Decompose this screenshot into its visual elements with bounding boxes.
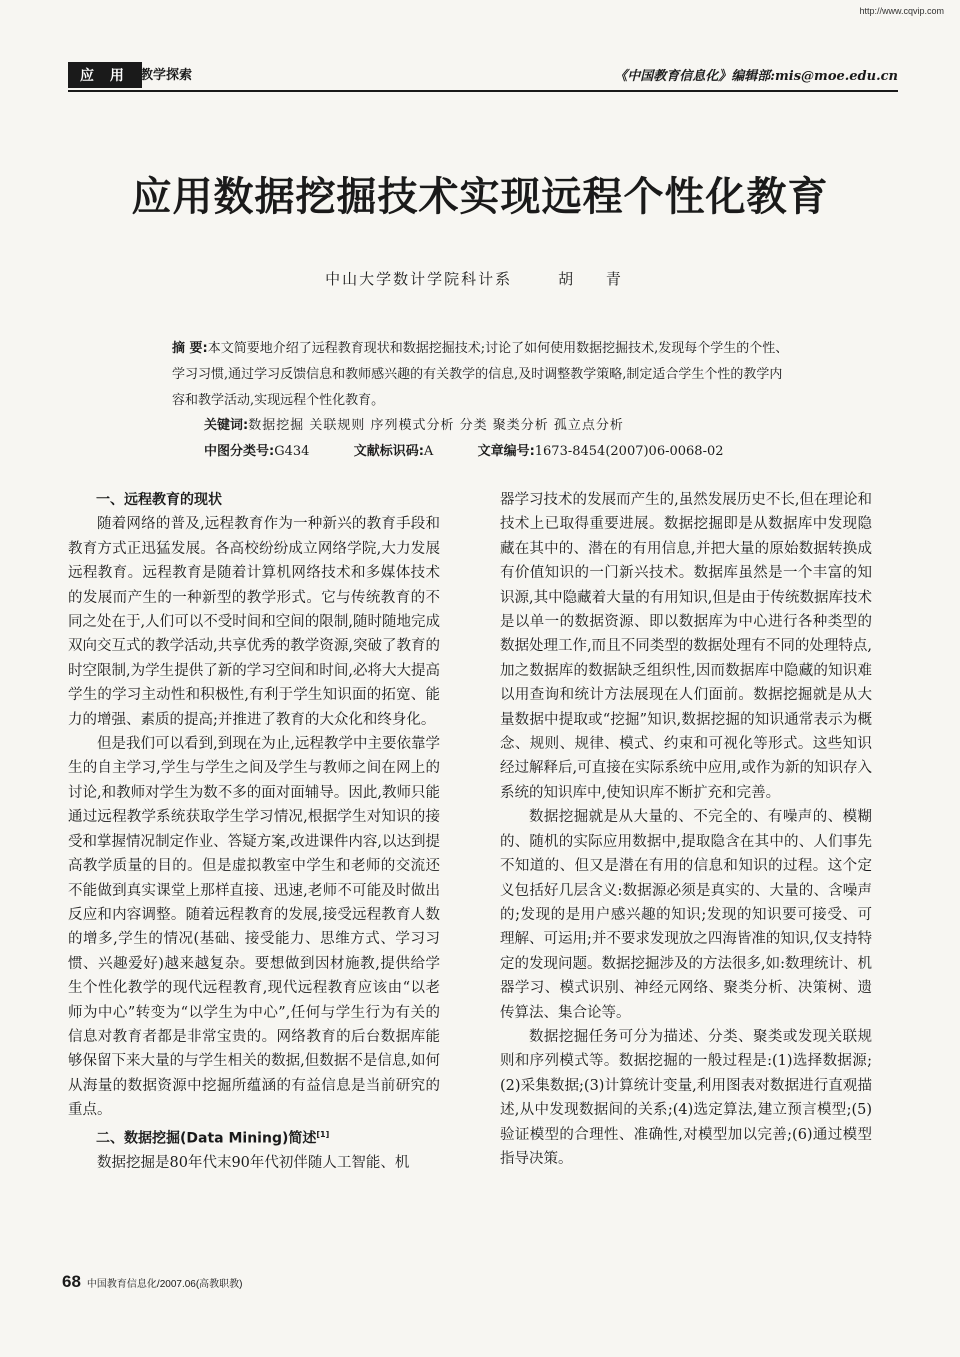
column-subtitle: 教学探索	[140, 67, 193, 82]
article-no-label: 文章编号:	[477, 444, 535, 459]
column-tag: 应 用	[68, 62, 142, 88]
page-footer	[62, 1272, 243, 1292]
left-column	[68, 488, 440, 1175]
clc-label: 中图分类号:	[204, 444, 275, 459]
doc-code-label: 文献标识码:	[353, 444, 424, 459]
journal-info: 中国教育信息化/2007.06(高教职教)	[86, 1279, 243, 1290]
keywords-label: 关键词:	[204, 418, 249, 433]
section-heading-1: 一、远程教育的现状	[96, 492, 222, 508]
abstract-text: 本文简要地介绍了远程教育现状和数据挖掘技术;讨论了如何使用数据挖掘技术,发现每个学生的个性、学习习惯,通过学习反馈信息和教师感兴趣的有关教学的信息,及时调整教学策略,制定适合学生个性的教学内容和教学活动,实现远程个性化教育。	[172, 341, 789, 408]
paragraph: 随着网络的普及,远程教育作为一种新兴的教育手段和教育方式正迅猛发展。各高校纷纷成立网络学院,大力发展远程教育。远程教育是随着计算机网络技术和多媒体技术的发展而产生的一种新型的教学形式。它与传统教育的不同之处在于,人们可以不受时间和空间的限制,随时随地完成双向交互式的教学活动,共享优秀的教学资源,突破了教育的时空限制,为学生提供了新的学习空间和时间,必将大大提高学生的学习主动性和积极性,有利于学生知识面的拓宽、能力的增强、素质的提高;并推进了教育的大众化和终身化。	[68, 516, 440, 728]
paragraph: 数据挖掘任务可分为描述、分类、聚类或发现关联规则和序列模式等。数据挖掘的一般过程是:(1)选择数据源;(2)采集数据;(3)计算统计变量,利用图表对数据进行直观描述,从中发现数据间的关系;(4)选定算法,建立预言模型;(5)验证模型的合理性、准确性,对模型加以完善;(6)通过模型指导决策。	[500, 1028, 872, 1167]
classification-line	[204, 440, 724, 459]
section-heading-2	[68, 1123, 440, 1151]
reference-marker: [1]	[316, 1129, 330, 1139]
paragraph: 但是我们可以看到,到现在为止,远程教学中主要依靠学生的自主学习,学生与学生之间及学生与教师之间在网上的讨论,和教师对学生为数不多的面对面辅导。因此,教师只能通过远程教学系统获取学生学习情况,根据学生对知识的接受和掌握情况制定作业、答疑方案,改进课件内容,以达到提高教学质量的目的。但是虚拟教室中学生和老师的交流还不能做到真实课堂上那样直接、迅速,老师不可能及时做出反应和内容调整。随着远程教育的发展,接受远程教育人数的增多,学生的情况(基础、接受能力、思维方式、学习习惯、兴趣爱好)越来越复杂。要想做到因材施教,提供给学生个性化教学的现代远程教育,现代远程教育应该由“以老师为中心”转变为“以学生为中心”,任何与学生行为有关的信息对教育者都是非常宝贵的。网络教育的后台数据库能够保留下来大量的与学生相关的数据,但数据不是信息,如何从海量的数据资源中挖掘所蕴涵的有益信息是当前研究的重点。	[68, 736, 440, 1119]
article-no-value: 1673-8454(2007)06-0068-02	[534, 444, 724, 459]
paragraph: 数据挖掘是80年代末90年代初伴随人工智能、机	[97, 1154, 410, 1171]
running-header	[68, 60, 898, 88]
abstract	[172, 336, 792, 414]
keywords-text: 数据挖掘 关联规则 序列模式分析 分类 聚类分析 孤立点分析	[248, 418, 624, 433]
header-rule	[68, 90, 898, 92]
abstract-label: 摘 要:	[172, 341, 208, 356]
source-url: http://www.cqvip.com	[859, 6, 944, 16]
byline	[0, 268, 960, 289]
paragraph: 数据挖掘就是从大量的、不完全的、有噪声的、模糊的、随机的实际应用数据中,提取隐含在其中的、人们事先不知道的、但又是潜在有用的信息和知识的过程。这个定义包括好几层含义:数据源必须是真实的、大量的、含噪声的;发现的是用户感兴趣的知识;发现的知识要可接受、可理解、可运用;并不要求发现放之四海皆准的知识,仅支持特定的发现问题。数据挖掘涉及的方法很多,如:数理统计、机器学习、模式识别、神经元网络、聚类分析、决策树、遗传算法、集合论等。	[500, 809, 872, 1021]
keywords	[204, 414, 624, 433]
editorial-contact: 《中国教育信息化》编辑部:mis@moe.edu.cn	[614, 69, 898, 84]
right-column	[500, 488, 872, 1171]
affiliation: 中山大学数计学院科计系	[325, 270, 513, 288]
clc-value: G434	[274, 444, 310, 459]
doc-code-value: A	[423, 444, 434, 459]
page-number: 68	[62, 1272, 81, 1291]
section-heading-2-text: 二、数据挖掘(Data Mining)简述	[96, 1130, 317, 1147]
author: 胡 青	[558, 270, 635, 288]
paragraph: 器学习技术的发展而产生的,虽然发展历史不长,但在理论和技术上已取得重要进展。数据挖掘即是从数据库中发现隐藏在其中的、潜在的有用信息,并把大量的原始数据转换成有价值知识的一门新兴技术。数据库虽然是一个丰富的知识源,其中隐藏着大量的有用知识,但是由于传统数据库技术是以单一的数据资源、即以数据库为中心进行各种类型的数据处理工作,而且不同类型的数据处理有不同的处理特点,加之数据库的数据缺乏组织性,因而数据库中隐藏的知识难以用查询和统计方法展现在人们面前。数据挖掘就是从大量数据中提取或“挖掘”知识,数据挖掘的知识通常表示为概念、规则、规律、模式、约束和可视化等形式。这些知识经过解释后,可直接在实际系统中应用,或作为新的知识存入系统的知识库中,使知识库不断扩充和完善。	[500, 492, 872, 801]
article-title: 应用数据挖掘技术实现远程个性化教育	[131, 174, 829, 220]
